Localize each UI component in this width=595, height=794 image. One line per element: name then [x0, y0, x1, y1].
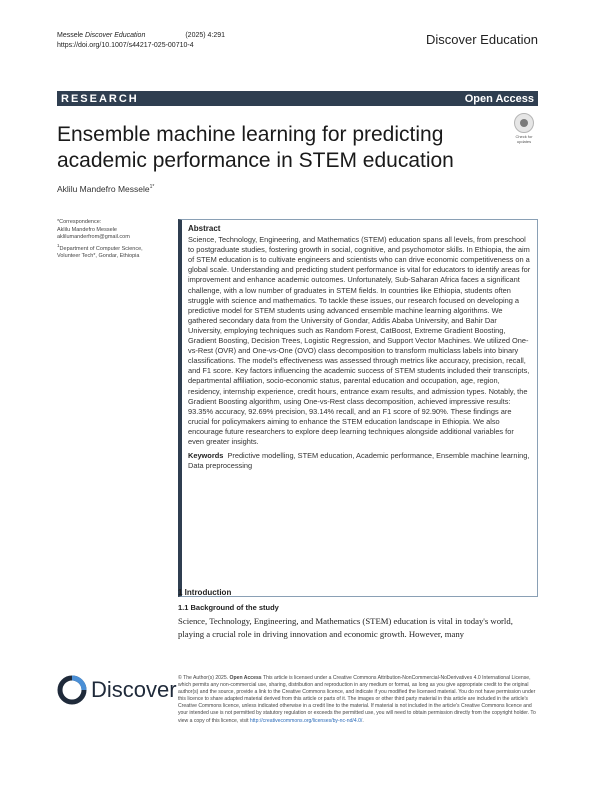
correspondence-label: *Correspondence:	[57, 219, 102, 225]
license-link[interactable]: http://creativecommons.org/licenses/by-nc-nd/4.0/	[249, 717, 363, 724]
check-updates-icon	[514, 113, 534, 133]
license-open-access: Open Access	[229, 675, 262, 681]
journal-name: Discover Education	[85, 32, 146, 39]
author-line	[57, 184, 154, 194]
article-title: Ensemble machine learning for predicting academic performance in STEM education	[57, 123, 454, 172]
discover-logo-icon	[57, 675, 87, 705]
keywords-list: Predictive modelling, STEM education, Academic performance, Ensemble machine learning, Data preprocessing	[188, 451, 530, 471]
abstract-box	[178, 219, 538, 597]
author-name[interactable]: Aklilu Mandefro Messele	[57, 184, 150, 194]
body-paragraph: Science, Technology, Engineering, and Mathematics (STEM) education is vital in today's world, playing a crucial role in driving innovation and economic growth. However, many	[178, 616, 513, 639]
check-for-updates-button[interactable]: Check for updates	[510, 113, 538, 143]
discover-logo	[57, 672, 175, 708]
publisher-series: Discover Education	[426, 32, 538, 47]
article-type-banner	[57, 91, 538, 106]
volume: (2025) 4:291	[185, 32, 226, 39]
affiliation: $^1$Department of Computer Science, Volunteer Tech*, Gondar, Ethiopia	[57, 242, 143, 259]
section-heading-introduction: 1 Introduction	[178, 588, 232, 597]
keywords	[188, 451, 531, 471]
license-text: © The Author(s) 2025. Open Access This article is licensed under a Creative Commons Attribution-NonCommercial-NoDerivatives 4.0 International License, which permits any non-commercial use, sharing, distribution and reproduction in any medium or format, as long as you give appropriate credit to the original author(s) and the source, provide a link to the Creative Commons licence, and indicate if you modified the licensed material. You do not have permission under this licence to share adapted material derived from this article or parts of it. The images or other third party material in this article are included in the article's Creative Commons licence, unless indicated otherwise in a credit line to the material. If material is not included in the article's Creative Commons licence and your intended use is not permitted by statutory regulation or exceeds the permitted use, you will need to obtain permission directly from the copyright holder. To view a copy of this licence, visit http://creativecommons.org/licenses/by-nc-nd/4.0/.	[178, 675, 536, 724]
author-marks: 1*	[149, 184, 155, 191]
journal-author: Messele	[57, 32, 84, 39]
doi-link[interactable]: https://doi.org/10.1007/s44217-025-00710-4	[57, 42, 194, 49]
open-access-label: Open Access	[464, 92, 534, 105]
subsection-heading-background: 1.1 Background of the study	[178, 603, 279, 612]
correspondence-name: Aklilu Mandefro Messele	[57, 226, 117, 233]
abstract-text: Science, Technology, Engineering, and Mathematics (STEM) education spans all levels, from preschool to postgraduate studies, fostering growth in social, cognitive, and psychomotor skills. In Ethiopia, the aim of STEM education is to cultivate engineers and scientists who can drive economic competitiveness on a global scale. Understanding and predicting student performance is vital for educators to identify areas for improvement and enhance academic outcomes. Unfortunately, Sub-Saharan Africa faces a significant challenge, with a low number of graduates in STEM fields. In countries like Ethiopia, students often struggle with science and mathematics. To tackle these issues, our research focused on developing a predictive model for STEM students using advanced ensemble machine learning algorithms. We gathered secondary data from the University of Gondar, Addis Ababa University, and Bahir Dar University, employing techniques such as Random Forest, CatBoost, Extreme Gradient Boosting, Gradient Boosting, Decision Trees, Logistic Regression, and Support Vector Machines. We utilized One-vs-Rest (OVR) and One-vs-One (OVO) class decomposition to transform multiclass labels into binary classifications. The model's effectiveness was assessed through metrics like accuracy, precision, recall, and F1 score. Key factors influencing the academic success of STEM students included their transcripts, departmental affiliation, socio-economic status, parental education and occupation, age, region, residency, internship experience, credit hours, entrance exam results, and admission types. Notably, the Gradient Boosting algorithm, using One-vs-Rest class decomposition, achieved impressive results: 93.35% accuracy, 92.69% precision, 93.14% recall, and an F1 score of 92.90%. These findings are crucial for policymakers aiming to enhance the STEM education landscape in Ethiopia. We also encourage future researchers to explore deep learning techniques alongside additional variables for even greater insights.	[188, 235, 531, 446]
article-type-label: RESEARCH	[61, 92, 139, 105]
correspondence-email[interactable]: aklilumanderfrom@gmail.com	[57, 234, 130, 240]
discover-logo-word: Discover	[91, 677, 177, 702]
running-header	[57, 31, 225, 51]
correspondence-block	[57, 219, 167, 260]
keywords-label: Keywords	[188, 451, 224, 461]
abstract-heading: Abstract	[188, 224, 221, 233]
